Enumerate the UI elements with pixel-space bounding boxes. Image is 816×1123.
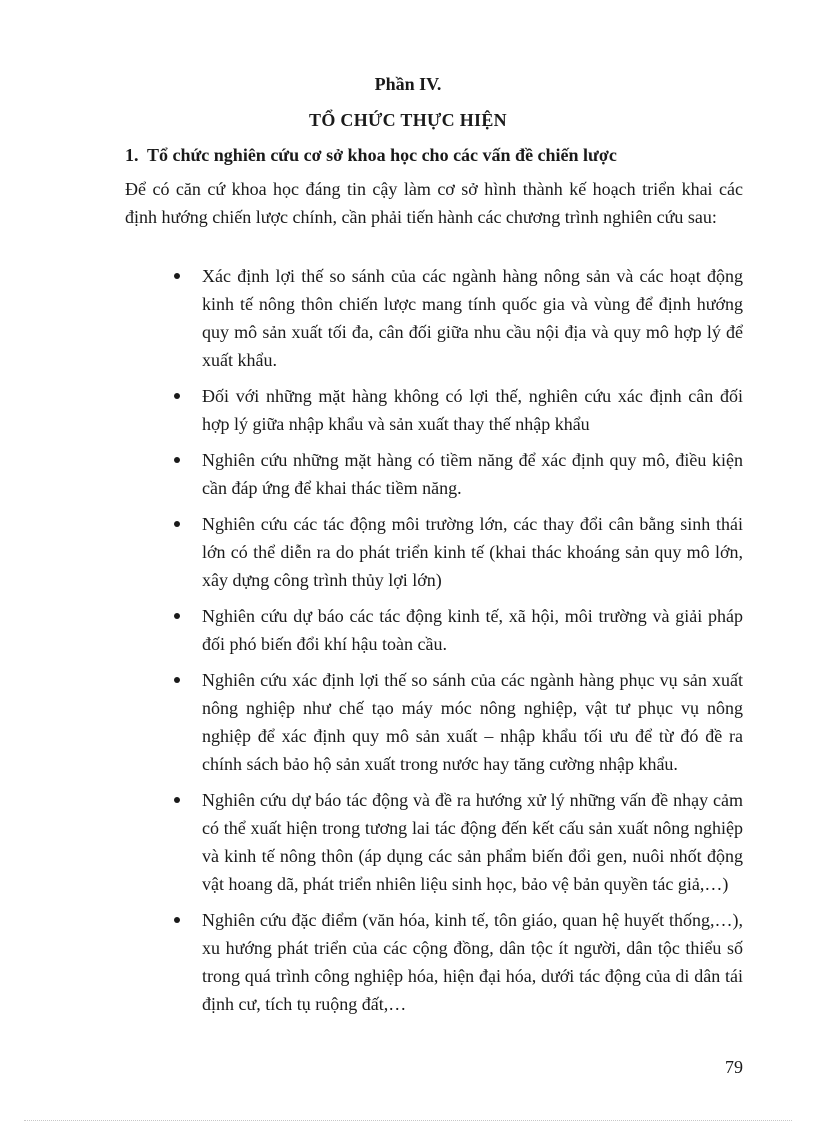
list-item-text: Nghiên cứu xác định lợi thế so sánh của các ngành hàng phục vụ sản xuất nông nghiệp như chế tạo máy móc nông nghiệp, vật tư phục vụ nông nghiệp để xác định quy mô sản xuất – nhập khẩu tối ưu để từ đó đề ra chính sách bảo hộ sản xuất trong nước hay tăng cường nhập khẩu. — [202, 670, 743, 774]
list-item — [170, 382, 743, 438]
bullet-list — [170, 262, 743, 1026]
list-item-text: Nghiên cứu các tác động môi trường lớn, các thay đổi cân bằng sinh thái lớn có thể diễn ra do phát triển kinh tế (khai thác khoáng sản quy mô lớn, xây dựng công trình thủy lợi lớn) — [202, 514, 743, 590]
list-item — [170, 262, 743, 374]
list-item-text: Đối với những mặt hàng không có lợi thế, nghiên cứu xác định cân đối hợp lý giữa nhập khẩu và sản xuất thay thế nhập khẩu — [202, 386, 743, 434]
list-item — [170, 602, 743, 658]
list-item-text: Nghiên cứu dự báo các tác động kinh tế, xã hội, môi trường và giải pháp đối phó biến đổi khí hậu toàn cầu. — [202, 606, 743, 654]
section-number: 1. — [125, 145, 139, 165]
list-item — [170, 666, 743, 778]
list-item — [170, 906, 743, 1018]
bullet-icon — [174, 393, 180, 399]
list-item — [170, 786, 743, 898]
list-item-text: Nghiên cứu đặc điểm (văn hóa, kinh tế, tôn giáo, quan hệ huyết thống,…), xu hướng phát triển của các cộng đồng, dân tộc ít người, dân tộc thiểu số trong quá trình công nghiệp hóa, hiện đại hóa, dưới tác động của di dân tái định cư, tích tụ ruộng đất,… — [202, 910, 743, 1014]
part-label: Phần IV. — [374, 74, 442, 94]
list-item — [170, 510, 743, 594]
bullet-icon — [174, 273, 180, 279]
list-item — [170, 446, 743, 502]
list-item-text: Xác định lợi thế so sánh của các ngành hàng nông sản và các hoạt động kinh tế nông thôn chiến lược mang tính quốc gia và vùng để định hướng quy mô sản xuất tối đa, cân đối giữa nhu cầu nội địa và quy mô hợp lý để xuất khẩu. — [202, 266, 743, 370]
bullet-icon — [174, 917, 180, 923]
section-heading — [125, 145, 617, 166]
bullet-icon — [174, 797, 180, 803]
section-heading-text: Tổ chức nghiên cứu cơ sở khoa học cho các vấn đề chiến lược — [147, 145, 617, 165]
bullet-icon — [174, 521, 180, 527]
list-item-text: Nghiên cứu dự báo tác động và đề ra hướng xử lý những vấn đề nhạy cảm có thể xuất hiện trong tương lai tác động đến kết cấu sản xuất nông nghiệp và kinh tế nông thôn (áp dụng các sản phẩm biến đổi gen, nuôi nhốt động vật hoang dã, phát triển nhiên liệu sinh học, bảo vệ bản quyền tác giả,…) — [202, 790, 743, 894]
footer-divider — [24, 1120, 792, 1121]
page-title: TỔ CHỨC THỰC HIỆN — [309, 110, 507, 130]
intro-paragraph: Để có căn cứ khoa học đáng tin cậy làm cơ sở hình thành kế hoạch triển khai các định hướng chiến lược chính, cần phải tiến hành các chương trình nghiên cứu sau: — [125, 179, 743, 227]
page-number: 79 — [725, 1057, 743, 1077]
list-item-text: Nghiên cứu những mặt hàng có tiềm năng để xác định quy mô, điều kiện cần đáp ứng để khai thác tiềm năng. — [202, 450, 743, 498]
bullet-icon — [174, 457, 180, 463]
bullet-icon — [174, 677, 180, 683]
bullet-icon — [174, 613, 180, 619]
